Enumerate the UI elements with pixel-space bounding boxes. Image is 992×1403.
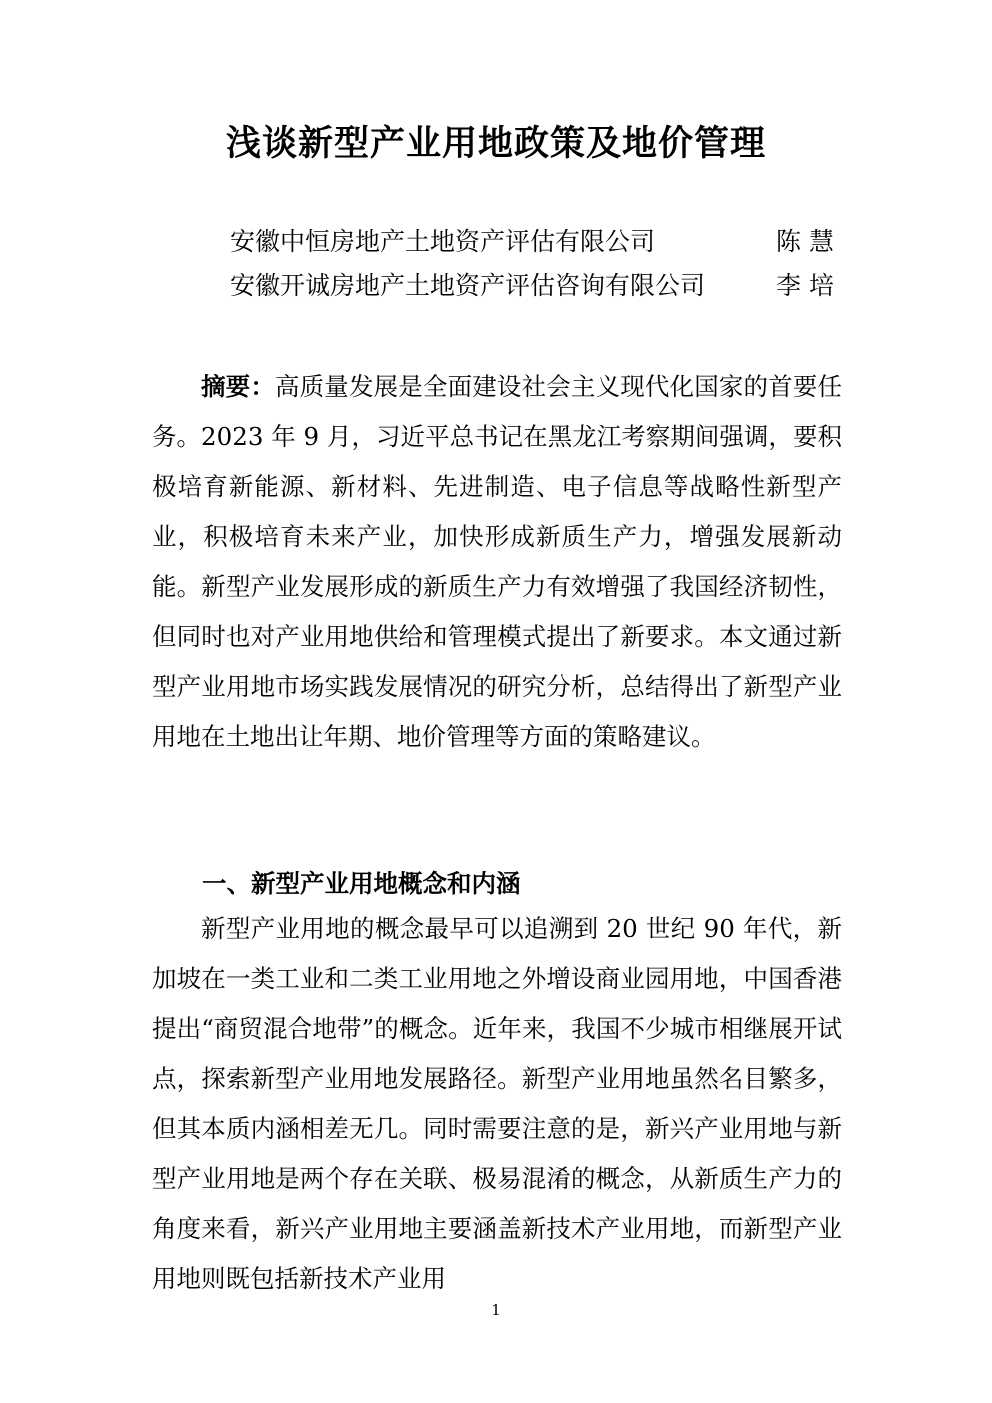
section-heading-1: 一、新型产业用地概念和内涵 <box>202 869 521 898</box>
author-affiliation-1: 安徽中恒房地产土地资产评估有限公司 <box>230 227 656 256</box>
abstract <box>152 362 842 762</box>
author-name-2: 李培 <box>776 271 843 300</box>
page-number: 1 <box>491 1301 501 1319</box>
section-paragraph-1: 新型产业用地的概念最早可以追溯到 20 世纪 90 年代，新加坡在一类工业和二类工业用地之外增设商业园用地，中国香港提出“商贸混合地带”的概念。近年来，我国不少城市相继展开试点，探索新型产业用地发展路径。新型产业用地虽然名目繁多，但其本质内涵相差无几。同时需要注意的是，新兴产业用地与新型产业用地是两个存在关联、极易混淆的概念，从新质生产力的角度来看，新兴产业用地主要涵盖新技术产业用地，而新型产业用地则既包括新技术产业用 <box>152 914 842 1293</box>
author-name-1: 陈慧 <box>776 227 843 256</box>
abstract-text: 高质量发展是全面建设社会主义现代化国家的首要任务。2023 年 9 月，习近平总书记在黑龙江考察期间强调，要积极培育新能源、新材料、先进制造、电子信息等战略性新型产业，积极培育未来产业，加快形成新质生产力，增强发展新动能。新型产业发展形成的新质生产力有效增强了我国经济韧性，但同时也对产业用地供给和管理模式提出了新要求。本文通过新型产业用地市场实践发展情况的研究分析，总结得出了新型产业用地在土地出让年期、地价管理等方面的策略建议。 <box>152 372 843 751</box>
abstract-label: 摘要： <box>201 372 275 401</box>
author-affiliation-2: 安徽开诚房地产土地资产评估咨询有限公司 <box>230 271 706 300</box>
paper-title: 浅谈新型产业用地政策及地价管理 <box>225 123 766 164</box>
